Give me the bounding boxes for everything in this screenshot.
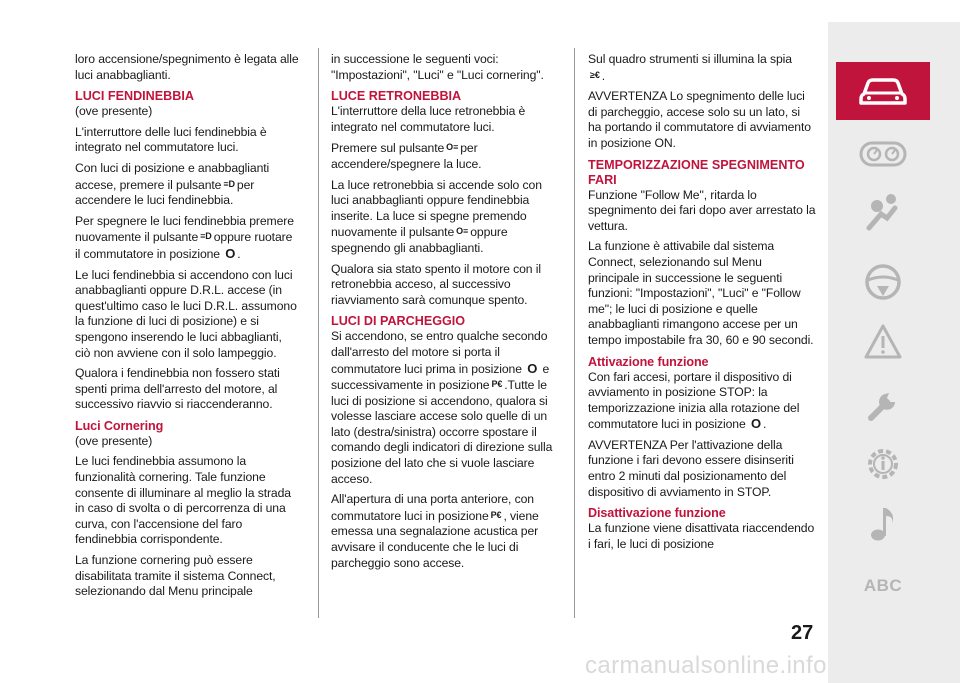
- watermark: carmanualsonline.info: [585, 652, 827, 679]
- sidebar-tab-index[interactable]: [836, 562, 930, 610]
- paragraph: La funzione è attivabile dal sistema Connect, selezionando sul Menu principale in successione le seguenti funzioni: "Impostazioni", "Luci" e "Follow me"; le luci di posizione e quelle anabbaglianti rimangono accese per un tempo impostabile fra 30, 60 e 90 secondi.: [588, 239, 814, 347]
- paragraph: (ove presente): [75, 104, 153, 119]
- subsection-heading-attivazione: Attivazione funzione: [588, 354, 709, 369]
- column-2: [331, 52, 559, 576]
- airbag-seat-icon: [861, 192, 905, 232]
- parking-light-icon: P€: [491, 379, 503, 390]
- column-3: [588, 52, 816, 557]
- sidebar-tab-safety[interactable]: [836, 188, 930, 236]
- parking-light-icon: P€: [490, 509, 502, 520]
- section-heading-fendinebbia: LUCI FENDINEBBIA: [75, 89, 194, 104]
- paragraph: Per spegnere le luci fendinebbia premere nuovamente il pulsante ≡D oppure ruotare il commutatore in posizione O .: [75, 213, 294, 261]
- paragraph: Sul quadro strumenti si illumina la spia ≥€ .: [588, 52, 792, 83]
- column-divider-2: [574, 48, 575, 618]
- music-note-icon: [866, 504, 900, 544]
- paragraph: Le luci fendinebbia assumono la funzionalità cornering. Tale funzione consente di illuminare al meglio la strada in caso di svolta o di percorrenza di una curva, con l'accensione del faro fendinebbia corrispondente.: [75, 454, 291, 547]
- paragraph: L'interruttore delle luci fendinebbia è integrato nel commutatore luci.: [75, 124, 267, 155]
- paragraph: La luce retronebbia si accende solo con luci anabbaglianti oppure fendinebbia inserite. La luce si spegne premendo nuovamente il pulsante O≡ oppure spegnendo gli anabbaglianti.: [331, 177, 542, 255]
- section-heading-temporizzazione: TEMPORIZZAZIONE SPEGNIMENTO FARI: [588, 157, 805, 187]
- section-heading-parcheggio: LUCI DI PARCHEGGIO: [331, 314, 466, 329]
- column-divider-1: [318, 48, 319, 618]
- paragraph: Qualora sia stato spento il motore con il retronebbia acceso, al successivo riavviamento sarà comunque spento.: [331, 261, 541, 307]
- sidebar-tab-car[interactable]: [836, 62, 930, 120]
- car-icon: [858, 74, 908, 108]
- index-abc-label: ABC: [863, 576, 903, 595]
- paragraph: La funzione viene disattivata riaccendendo i fari, le luci di posizione: [588, 521, 815, 551]
- sidebar-tab-instruments[interactable]: [836, 130, 930, 178]
- sidebar-tab-maintenance[interactable]: [836, 380, 930, 428]
- column-1: [75, 52, 300, 605]
- off-position-symbol: O: [750, 416, 761, 432]
- subsection-heading-disattivazione: Disattivazione funzione: [588, 506, 726, 521]
- paragraph: AVVERTENZA Lo spegnimento delle luci di parcheggio, accese solo su un lato, si ha portando il commutatore di avviamento in posizione ON.: [588, 89, 811, 150]
- sidebar-tab-driving[interactable]: [836, 258, 930, 306]
- warning-triangle-icon: [863, 323, 903, 361]
- fog-light-icon: ≡D: [200, 231, 212, 242]
- paragraph: La funzione cornering può essere disabilitata tramite il sistema Connect, selezionando dal Menu principale: [75, 553, 276, 599]
- paragraph: AVVERTENZA Per l'attivazione della funzione i fari devono essere disinseriti entro 2 minuti dal posizionamento del dispositivo di avviamento in STOP.: [588, 437, 794, 499]
- paragraph: Premere sul pulsante O≡ per accendere/spegnere la luce.: [331, 141, 482, 171]
- section-heading-retronebbia: LUCE RETRONEBBIA: [331, 89, 462, 104]
- sidebar-tab-technical[interactable]: [836, 440, 930, 488]
- paragraph: Funzione "Follow Me", ritarda lo spegnimento dei fari dopo aver arrestato la vettura.: [588, 187, 816, 233]
- paragraph: Con fari accesi, portare il dispositivo di avviamento in posizione STOP: la temporizzazione inizia alla rotazione del commutatore luci in posizione O .: [588, 369, 800, 432]
- paragraph: Le luci fendinebbia si accendono con luci anabbaglianti oppure D.R.L. accese (in quest'ultimo caso le luci D.R.L. assumono la funzione di luci di posizione) e si spengono inserendo le luci abbaglianti, ciò non avviene con il solo lampeggio.: [75, 267, 297, 360]
- paragraph: loro accensione/spegnimento è legata alle luci anabbaglianti.: [75, 52, 299, 82]
- paragraph: All'apertura di una porta anteriore, con commutatore luci in posizione P€ , viene emessa una segnalazione acustica per avvisare il conducente che le luci di parcheggio sono accese.: [331, 492, 539, 570]
- off-position-symbol: O: [527, 360, 538, 376]
- sidebar-tab-multimedia[interactable]: [836, 500, 930, 548]
- paragraph: Con luci di posizione e anabbaglianti accese, premere il pulsante ≡D per accendere le luci fendinebbia.: [75, 160, 270, 208]
- gauges-icon: [858, 139, 908, 169]
- off-position-symbol: O: [225, 245, 236, 261]
- rear-fog-light-icon: O≡: [446, 142, 459, 153]
- side-light-warning-icon: ≥€: [590, 69, 600, 80]
- paragraph: Qualora i fendinebbia non fossero stati spenti prima dell'arresto del motore, al successivo riavvio si riaccenderanno.: [75, 366, 280, 412]
- paragraph: Si accendono, se entro qualche secondo dall'arresto del motore si porta il commutatore luci prima in posizione O e successivamente in posizione P€ .Tutte le luci di posizione si accendono, qualora si volesse lasciare accese solo quelle di un lato (destra/sinistra) occorre spostare il comando degli indicatori di direzione sulla posizione del lato che si vuole lasciare acceso.: [331, 329, 553, 486]
- steering-wheel-icon: [863, 262, 903, 302]
- paragraph: in successione le seguenti voci: "Impostazioni", "Luci" e "Luci cornering".: [331, 52, 544, 82]
- sidebar-tab-emergency[interactable]: [836, 318, 930, 366]
- settings-gear-icon: [862, 443, 904, 485]
- fog-light-icon: ≡D: [223, 178, 235, 189]
- paragraph: (ove presente): [75, 433, 153, 448]
- paragraph: L'interruttore della luce retronebbia è integrato nel commutatore luci.: [331, 104, 526, 134]
- subsection-heading-cornering: Luci Cornering: [75, 418, 164, 433]
- page-number: 27: [791, 622, 814, 644]
- wrench-icon: [863, 384, 903, 424]
- rear-fog-light-icon: O≡: [456, 226, 469, 237]
